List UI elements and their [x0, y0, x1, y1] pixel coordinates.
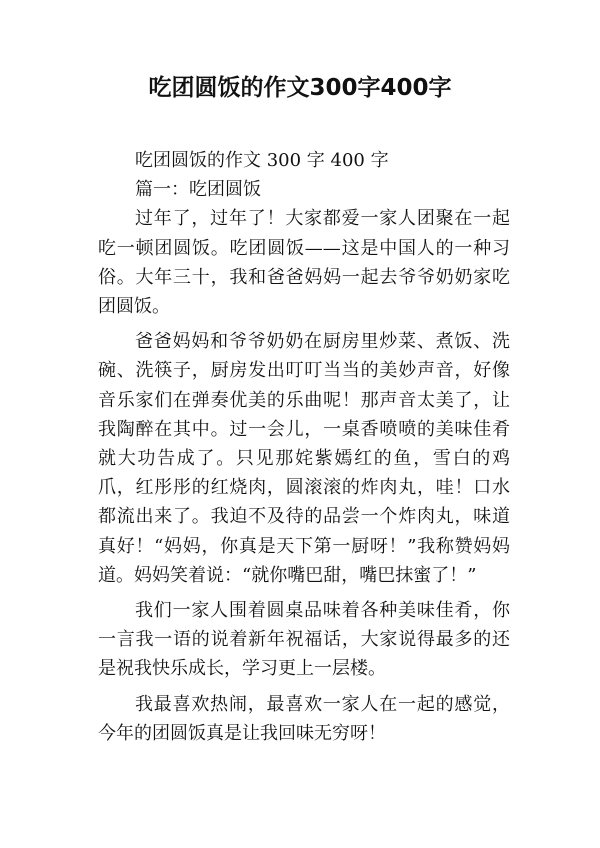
subtitle-line: 吃团圆饭的作文 300 字 400 字: [135, 150, 389, 171]
paragraph-3: 我们一家人围着圆桌品味着各种美味佳肴，你一言我一语的说着新年祝福话，大家说得最多的还是祝我快乐成长，学习更上一层楼。: [98, 600, 510, 680]
paragraph-1: 过年了，过年了！大家都爱一家人团聚在一起吃一顿团圆饭。吃团圆饭——这是中国人的一种习俗。大年三十，我和爸爸妈妈一起去爷爷奶奶家吃团圆饭。: [98, 208, 510, 318]
document-title: 吃团圆饭的作文300字400字: [148, 75, 452, 101]
section-heading: 篇一：吃团圆饭: [135, 179, 261, 201]
document-body: [98, 146, 510, 754]
paragraph-4: 我最喜欢热闹，最喜欢一家人在一起的感觉，今年的团圆饭真是让我回味无穷呀！: [98, 693, 510, 744]
paragraph-2: 爸爸妈妈和爷爷奶奶在厨房里炒菜、煮饭、洗碗、洗筷子，厨房发出叮叮当当的美妙声音，好像音乐家们在弹奏优美的乐曲呢！那声音太美了，让我陶醉在其中。过一会儿，一桌香喷喷的美味佳肴就大功告成了。只见那姹紫嫣红的鱼，雪白的鸡爪，红彤彤的红烧肉，圆滚滚的炸肉丸，哇！口水都流出来了。我迫不及待的品尝一个炸肉丸，味道真好！“妈妈，你真是天下第一厨呀！”我称赞妈妈道。妈妈笑着说：“就你嘴巴甜，嘴巴抹蜜了！”: [98, 331, 510, 586]
